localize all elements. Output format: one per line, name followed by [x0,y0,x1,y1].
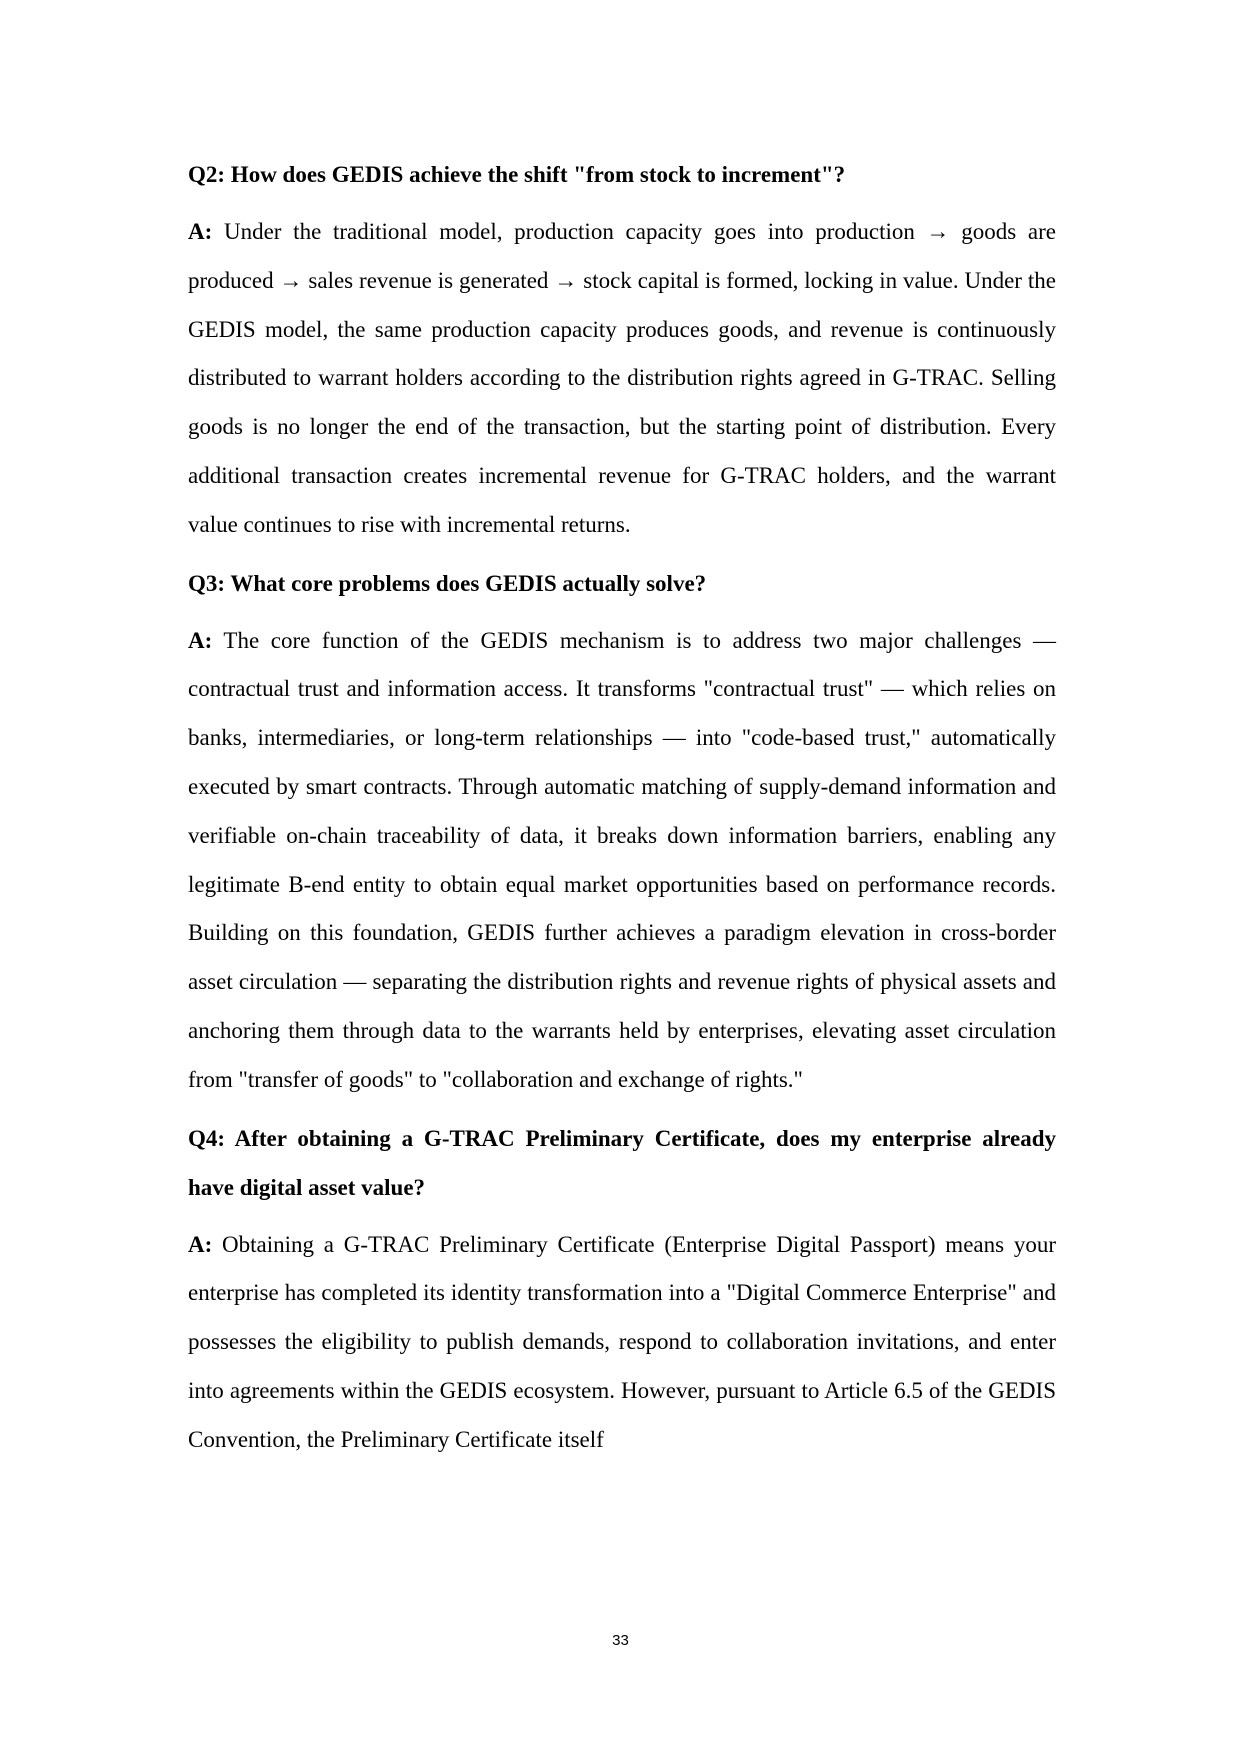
answer-text: Obtaining a G-TRAC Preliminary Certificate (Enterprise Digital Passport) means your enterprise has completed its identity transformation into a "Digital Commerce Enterprise" and possesses the eligibility to publish demands, respond to collaboration invitations, and enter into agreements within the GEDIS ecosystem. However, pursuant to Article 6.5 of the GEDIS Convention, the Preliminary Certificate itself [188,1231,1056,1452]
answer-q4 [188,1221,1056,1465]
answer-label: A: [188,219,213,244]
answer-label: A: [188,1231,213,1257]
answer-label: A: [188,627,213,653]
question-q3: Q3: What core problems does GEDIS actually solve? [188,570,707,596]
question-q4: Q4: After obtaining a G-TRAC Preliminary Certificate, does my enterprise already have digital asset value? [188,1125,1056,1200]
answer-text: Under the traditional model, production capacity goes into production → goods are produced → sales revenue is generated → stock capital is formed, locking in value. Under the GEDIS model, the same production capacity produces goods, and revenue is continuously distributed to warrant holders according to the distribution rights agreed in G-TRAC. Selling goods is no longer the end of the transaction, but the starting point of distribution. Every additional transaction creates incremental revenue for G-TRAC holders, and the warrant value continues to rise with incremental returns. [188,219,1056,537]
answer-text: The core function of the GEDIS mechanism is to address two major challenges — contractual trust and information access. It transforms "contractual trust" — which relies on banks, intermediaries, or long-term relationships — into "code-based trust," automatically executed by smart contracts. Through automatic matching of supply-demand information and verifiable on-chain traceability of data, it breaks down information barriers, enabling any legitimate B-end entity to obtain equal market opportunities based on performance records. Building on this foundation, GEDIS further achieves a paradigm elevation in cross-border asset circulation — separating the distribution rights and revenue rights of physical assets and anchoring them through data to the warrants held by enterprises, elevating asset circulation from "transfer of goods" to "collaboration and exchange of rights." [188,627,1056,1092]
answer-q2 [188,208,1056,550]
question-q2: Q2: How does GEDIS achieve the shift "from stock to increment"? [188,162,846,187]
answer-q3 [188,617,1056,1105]
document-body [188,150,1056,1474]
page-number: 33 [612,1632,629,1649]
